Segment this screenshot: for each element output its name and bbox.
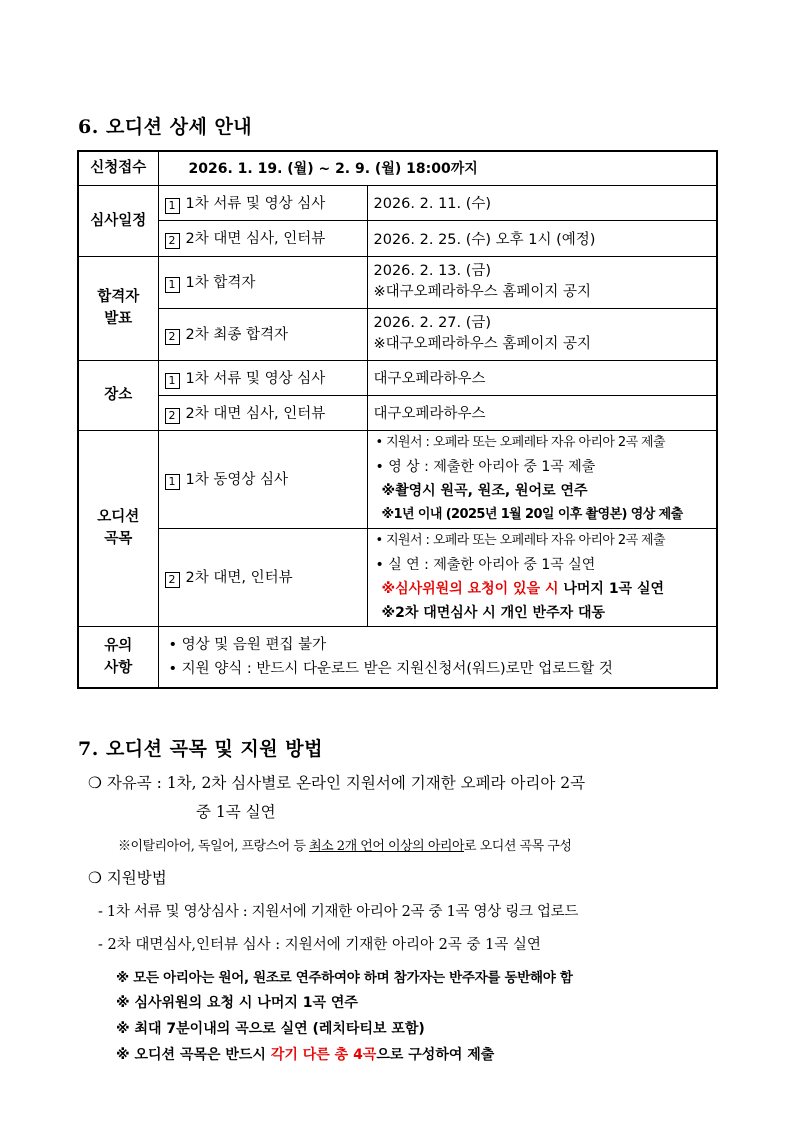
- songs-item-2-name: 2차 대면, 인터뷰: [185, 570, 293, 586]
- result-date-2-note: ※대구오페라하우스 홈페이지 공지: [373, 336, 591, 352]
- rule-4-red: 각기 다른 총 4곡: [270, 1047, 377, 1063]
- method-heading: ❍ 지원방법: [88, 869, 167, 887]
- review-label: 심사일정: [78, 185, 158, 256]
- apply-row: [78, 151, 717, 185]
- free-song-line2: 중 1곡 실연: [196, 803, 276, 821]
- review-item-1-name: 1차 서류 및 영상 심사: [185, 195, 326, 212]
- songs-1-line1: • 지원서 : 오페라 또는 오페레타 자유 아리아 2곡 제출: [375, 435, 665, 450]
- number-box: 1: [165, 373, 180, 389]
- songs-detail-1: [367, 430, 717, 528]
- songs-1-line3: ※촬영시 원곡, 원조, 원어로 연주: [381, 483, 588, 499]
- rule-3: ※ 최대 7분이내의 곡으로 실연 (레치타티보 포함): [116, 1021, 425, 1037]
- songs-2-line1: • 지원서 : 오페라 또는 오페레타 자유 아리아 2곡 제출: [375, 533, 665, 548]
- songs-item-1: [158, 430, 367, 528]
- result-row-1: [78, 256, 717, 308]
- review-date-2: 2026. 2. 25. (수) 오후 1시 (예정): [367, 220, 717, 256]
- notes-label-line1: 유의: [104, 637, 133, 654]
- songs-item-2: [158, 528, 367, 626]
- result-label-line1: 합격자: [97, 289, 140, 305]
- method-step-2: - 2차 대면심사,인터뷰 심사 : 지원서에 기재한 아리아 2곡 중 1곡 실연: [98, 937, 541, 953]
- notes-label: [78, 626, 158, 688]
- place-value-1: 대구오페라하우스: [367, 360, 717, 395]
- notes-label-line2: 사항: [104, 659, 133, 676]
- songs-label: [78, 430, 158, 626]
- review-row-1: [78, 185, 717, 220]
- rule-2: ※ 심사위원의 요청 시 나머지 1곡 연주: [116, 995, 358, 1011]
- result-date-1-value: 2026. 2. 13. (금): [373, 263, 492, 279]
- review-row-2: [78, 220, 717, 256]
- songs-1-line4: ※1년 이내 (2025년 1월 20일 이후 촬영본) 영상 제출: [381, 507, 683, 522]
- songs-2-line2: • 실 연 : 제출한 아리아 중 1곡 실연: [375, 557, 596, 573]
- language-note-post: 로 오디션 곡목 구성: [464, 839, 572, 854]
- songs-row-1: [78, 430, 717, 528]
- songs-2-line3-rest: 나머지 1곡 실연: [558, 581, 665, 597]
- rule-4-post: 으로 구성하여 제출: [376, 1047, 495, 1063]
- apply-label: 신청접수: [78, 151, 158, 185]
- number-box: 2: [165, 408, 180, 424]
- songs-1-line2: • 영 상 : 제출한 아리아 중 1곡 제출: [375, 459, 596, 475]
- result-item-1: [158, 256, 367, 308]
- language-note-underline: 최소 2개 언어 이상의 아리아: [309, 839, 465, 854]
- result-row-2: [78, 308, 717, 360]
- place-row-2: [78, 395, 717, 430]
- review-item-2-name: 2차 대면 심사, 인터뷰: [185, 231, 326, 247]
- songs-2-line4: ※2차 대면심사 시 개인 반주자 대동: [381, 605, 606, 621]
- notes-line2: • 지원 양식 : 반드시 다운로드 받은 지원신청서(워드)로만 업로드할 것: [168, 660, 613, 677]
- place-item-2: [158, 395, 367, 430]
- place-label: 장소: [78, 360, 158, 430]
- result-label: [78, 256, 158, 360]
- review-item-1: [158, 185, 367, 220]
- rule-4-pre: ※ 오디션 곡목은 반드시: [116, 1047, 271, 1063]
- rule-1: ※ 모든 아리아는 원어, 원조로 연주하여야 하며 참가자는 반주자를 동반해야 함: [116, 970, 573, 986]
- songs-label-line1: 오디션: [97, 509, 140, 525]
- songs-2-line3: [376, 577, 711, 601]
- language-note-pre: ※이탈리아어, 독일어, 프랑스어 등: [118, 839, 310, 854]
- result-date-2-value: 2026. 2. 27. (금): [373, 315, 492, 331]
- place-item-1-name: 1차 서류 및 영상 심사: [185, 370, 326, 387]
- number-box: 1: [165, 277, 180, 293]
- audition-info-table: [77, 150, 718, 689]
- place-value-2: 대구오페라하우스: [367, 395, 717, 430]
- number-box: 1: [165, 198, 180, 214]
- number-box: 2: [165, 572, 180, 588]
- place-item-1: [158, 360, 367, 395]
- number-box: 1: [165, 474, 180, 490]
- number-box: 2: [165, 329, 180, 345]
- result-date-1-note: ※대구오페라하우스 홈페이지 공지: [373, 284, 591, 300]
- review-date-1: 2026. 2. 11. (수): [367, 185, 717, 220]
- place-row-1: [78, 360, 717, 395]
- notes-line1: • 영상 및 음원 편집 불가: [168, 636, 327, 653]
- method-step-1: - 1차 서류 및 영상심사 : 지원서에 기재한 아리아 2곡 중 1곡 영상 링크 업로드: [98, 904, 579, 920]
- result-date-2: [367, 308, 717, 360]
- songs-detail-2: [367, 528, 717, 626]
- review-item-2: [158, 220, 367, 256]
- result-item-2: [158, 308, 367, 360]
- result-item-2-name: 2차 최종 합격자: [185, 327, 288, 343]
- place-item-2-name: 2차 대면 심사, 인터뷰: [185, 405, 326, 422]
- language-note: [118, 835, 571, 854]
- songs-2-line3-red: ※심사위원의 요청이 있을 시: [381, 581, 559, 597]
- apply-period: 2026. 1. 19. (월) ~ 2. 9. (월) 18:00까지: [158, 151, 717, 185]
- free-song-line1: ❍ 자유곡 : 1차, 2차 심사별로 온라인 지원서에 기재한 오페라 아리아 2곡: [88, 774, 586, 792]
- number-box: 2: [165, 233, 180, 249]
- songs-item-1-name: 1차 동영상 심사: [185, 472, 288, 488]
- notes-row: [78, 626, 717, 688]
- songs-label-line2: 곡목: [104, 531, 133, 547]
- rule-4: [116, 1044, 494, 1064]
- result-date-1: [367, 256, 717, 308]
- songs-row-2: [78, 528, 717, 626]
- section-6-title: 6. 오디션 상세 안내: [78, 116, 253, 138]
- result-item-1-name: 1차 합격자: [185, 275, 256, 291]
- result-label-line2: 발표: [104, 311, 133, 327]
- notes-content: [158, 626, 717, 688]
- section-7-title: 7. 오디션 곡목 및 지원 방법: [78, 738, 323, 760]
